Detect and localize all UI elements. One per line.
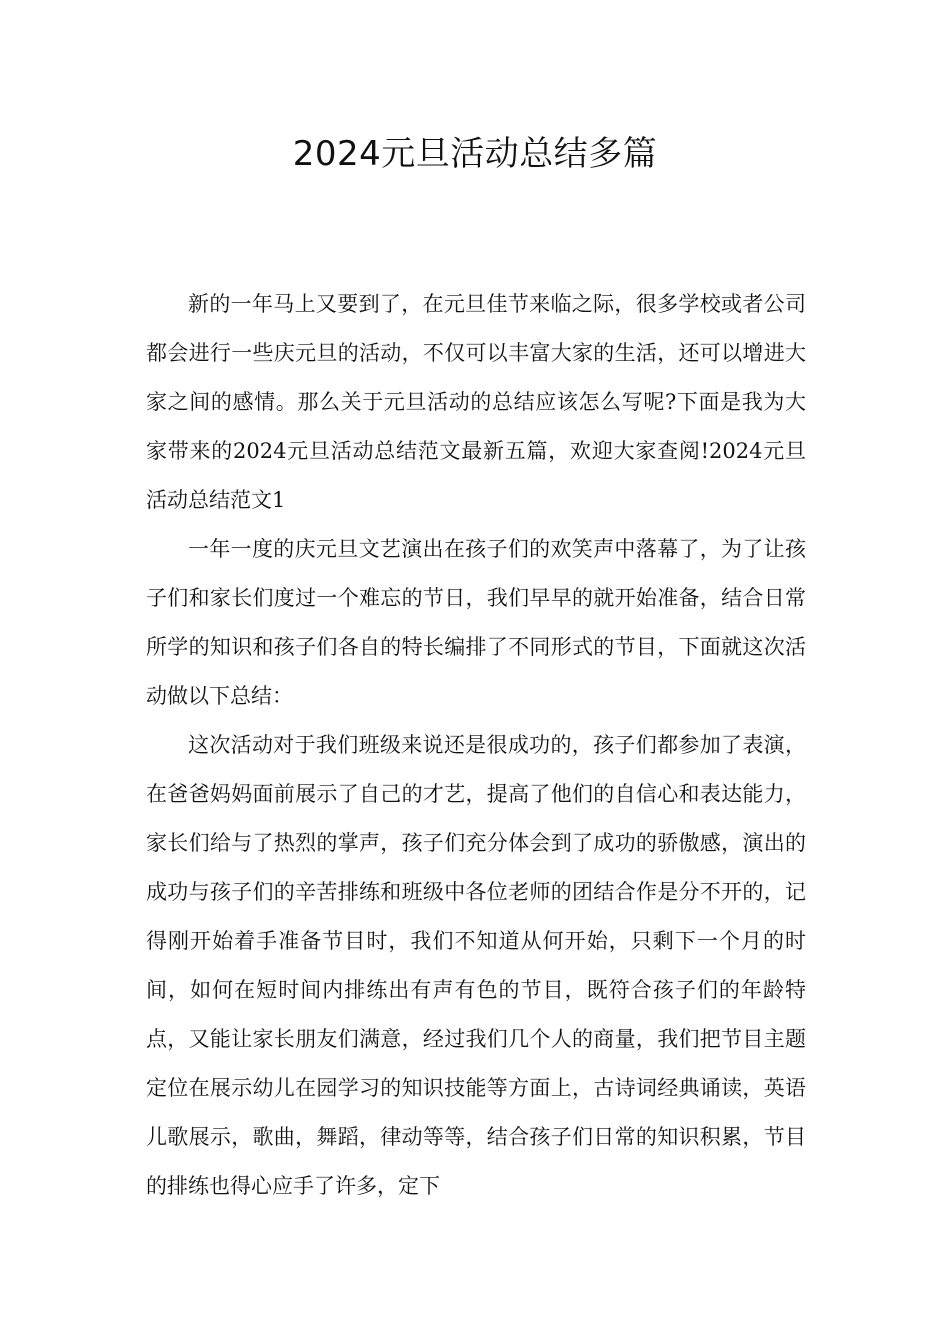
document-title: 2024元旦活动总结多篇 [292, 134, 658, 174]
document-body [146, 280, 806, 1211]
paragraph-intro: 新的一年马上又要到了，在元旦佳节来临之际，很多学校或者公司都会进行一些庆元旦的活动，不仅可以丰富大家的生活，还可以增进大家之间的感情。那么关于元旦活动的总结应该怎么写呢?下面是我为大家带来的2024元旦活动总结范文最新五篇，欢迎大家查阅!2024元旦活动总结范文1 [146, 292, 806, 512]
paragraph-summary-intro: 一年一度的庆元旦文艺演出在孩子们的欢笑声中落幕了，为了让孩子们和家长们度过一个难忘的节日，我们早早的就开始准备，结合日常所学的知识和孩子们各自的特长编排了不同形式的节目，下面就这次活动做以下总结： [146, 537, 806, 708]
paragraph-activity-review: 这次活动对于我们班级来说还是很成功的，孩子们都参加了表演，在爸爸妈妈面前展示了自己的才艺，提高了他们的自信心和表达能力，家长们给与了热烈的掌声，孩子们充分体会到了成功的骄傲感，演出的成功与孩子们的辛苦排练和班级中各位老师的团结合作是分不开的，记得刚开始着手准备节目时，我们不知道从何开始，只剩下一个月的时间，如何在短时间内排练出有声有色的节目，既符合孩子们的年龄特点，又能让家长朋友们满意，经过我们几个人的商量，我们把节目主题定位在展示幼儿在园学习的知识技能等方面上，古诗词经典诵读，英语儿歌展示，歌曲，舞蹈，律动等等，结合孩子们日常的知识积累，节目的排练也得心应手了许多，定下 [146, 733, 806, 1198]
